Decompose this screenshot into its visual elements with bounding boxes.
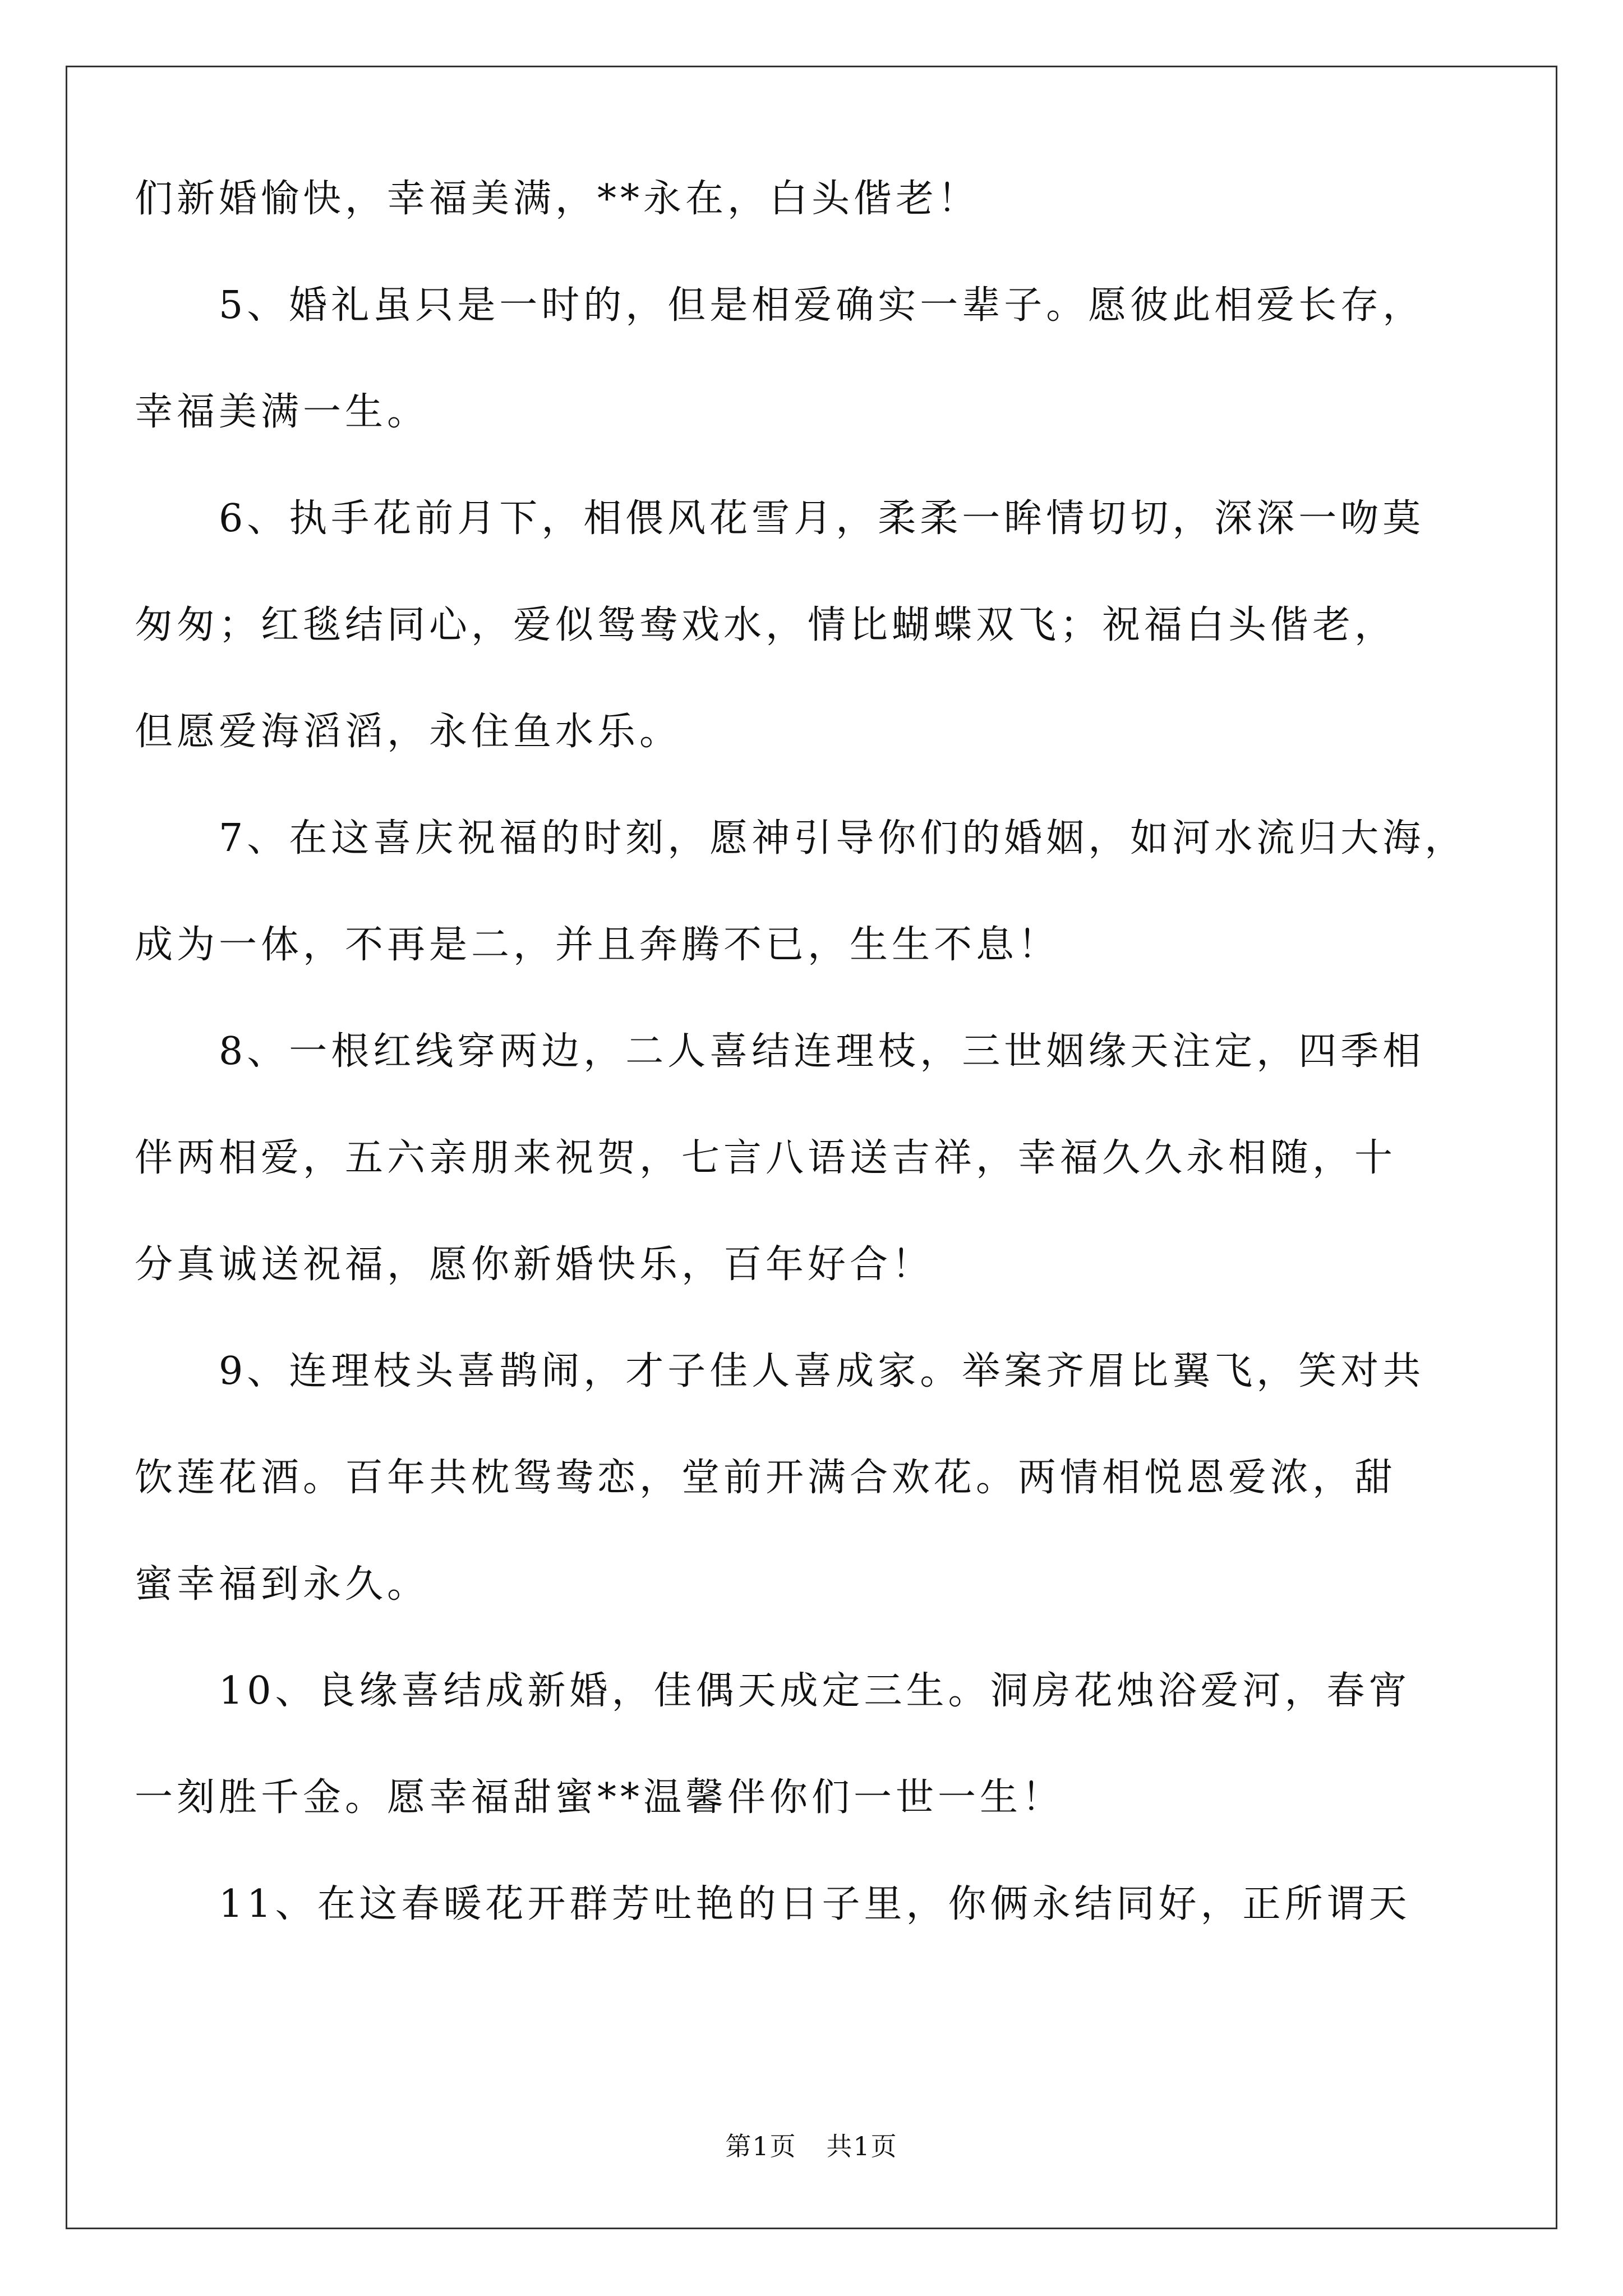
text-line: 11、在这春暖花开群芳吐艳的日子里，你俩永结同好，正所谓天 [135, 1882, 1411, 1926]
page-number-total: 共1页 [826, 2131, 898, 2161]
text-line: 10、良缘喜结成新婚，佳偶天成定三生。洞房花烛浴爱河，春宵 [135, 1669, 1411, 1713]
text-line: 饮莲花酒。百年共枕鸳鸯恋，堂前开满合欢花。两情相悦恩爱浓，甜 [135, 1456, 1397, 1500]
text-line: 蜜幸福到永久。 [135, 1562, 430, 1607]
text-line: 5、婚礼虽只是一时的，但是相爱确实一辈子。愿彼此相爱长存， [135, 283, 1425, 328]
text-line: 6、执手花前月下，相偎风花雪月，柔柔一眸情切切，深深一吻莫 [135, 496, 1425, 541]
text-line: 匆匆；红毯结同心，爱似鸳鸯戏水，情比蝴蝶双飞；祝福白头偕老， [135, 603, 1397, 647]
text-line: 们新婚愉快，幸福美满，**永在，白头偕老！ [135, 177, 980, 221]
text-line: 伴两相爱，五六亲朋来祝贺，七言八语送吉祥，幸福久久永相随，十 [135, 1136, 1397, 1180]
text-line: 7、在这喜庆祝福的时刻，愿神引导你们的婚姻，如河水流归大海， [135, 816, 1467, 861]
text-line: 一刻胜千金。愿幸福甜蜜**温馨伴你们一世一生！ [135, 1775, 1064, 1820]
document-body [135, 146, 1497, 1958]
text-line: 分真诚送祝福，愿你新婚快乐，百年好合！ [135, 1243, 934, 1287]
text-line: 但愿爱海滔滔，永住鱼水乐。 [135, 710, 682, 754]
text-line: 幸福美满一生。 [135, 390, 430, 434]
page-number-current: 第1页 [725, 2131, 797, 2161]
page-footer [0, 2126, 1623, 2163]
text-line: 8、一根红线穿两边，二人喜结连理枝，三世姻缘天注定，四季相 [135, 1029, 1425, 1074]
text-line: 9、连理枝头喜鹊闹，才子佳人喜成家。举案齐眉比翼飞，笑对共 [135, 1349, 1425, 1393]
text-line: 成为一体，不再是二，并且奔腾不已，生生不息！ [135, 923, 1061, 967]
